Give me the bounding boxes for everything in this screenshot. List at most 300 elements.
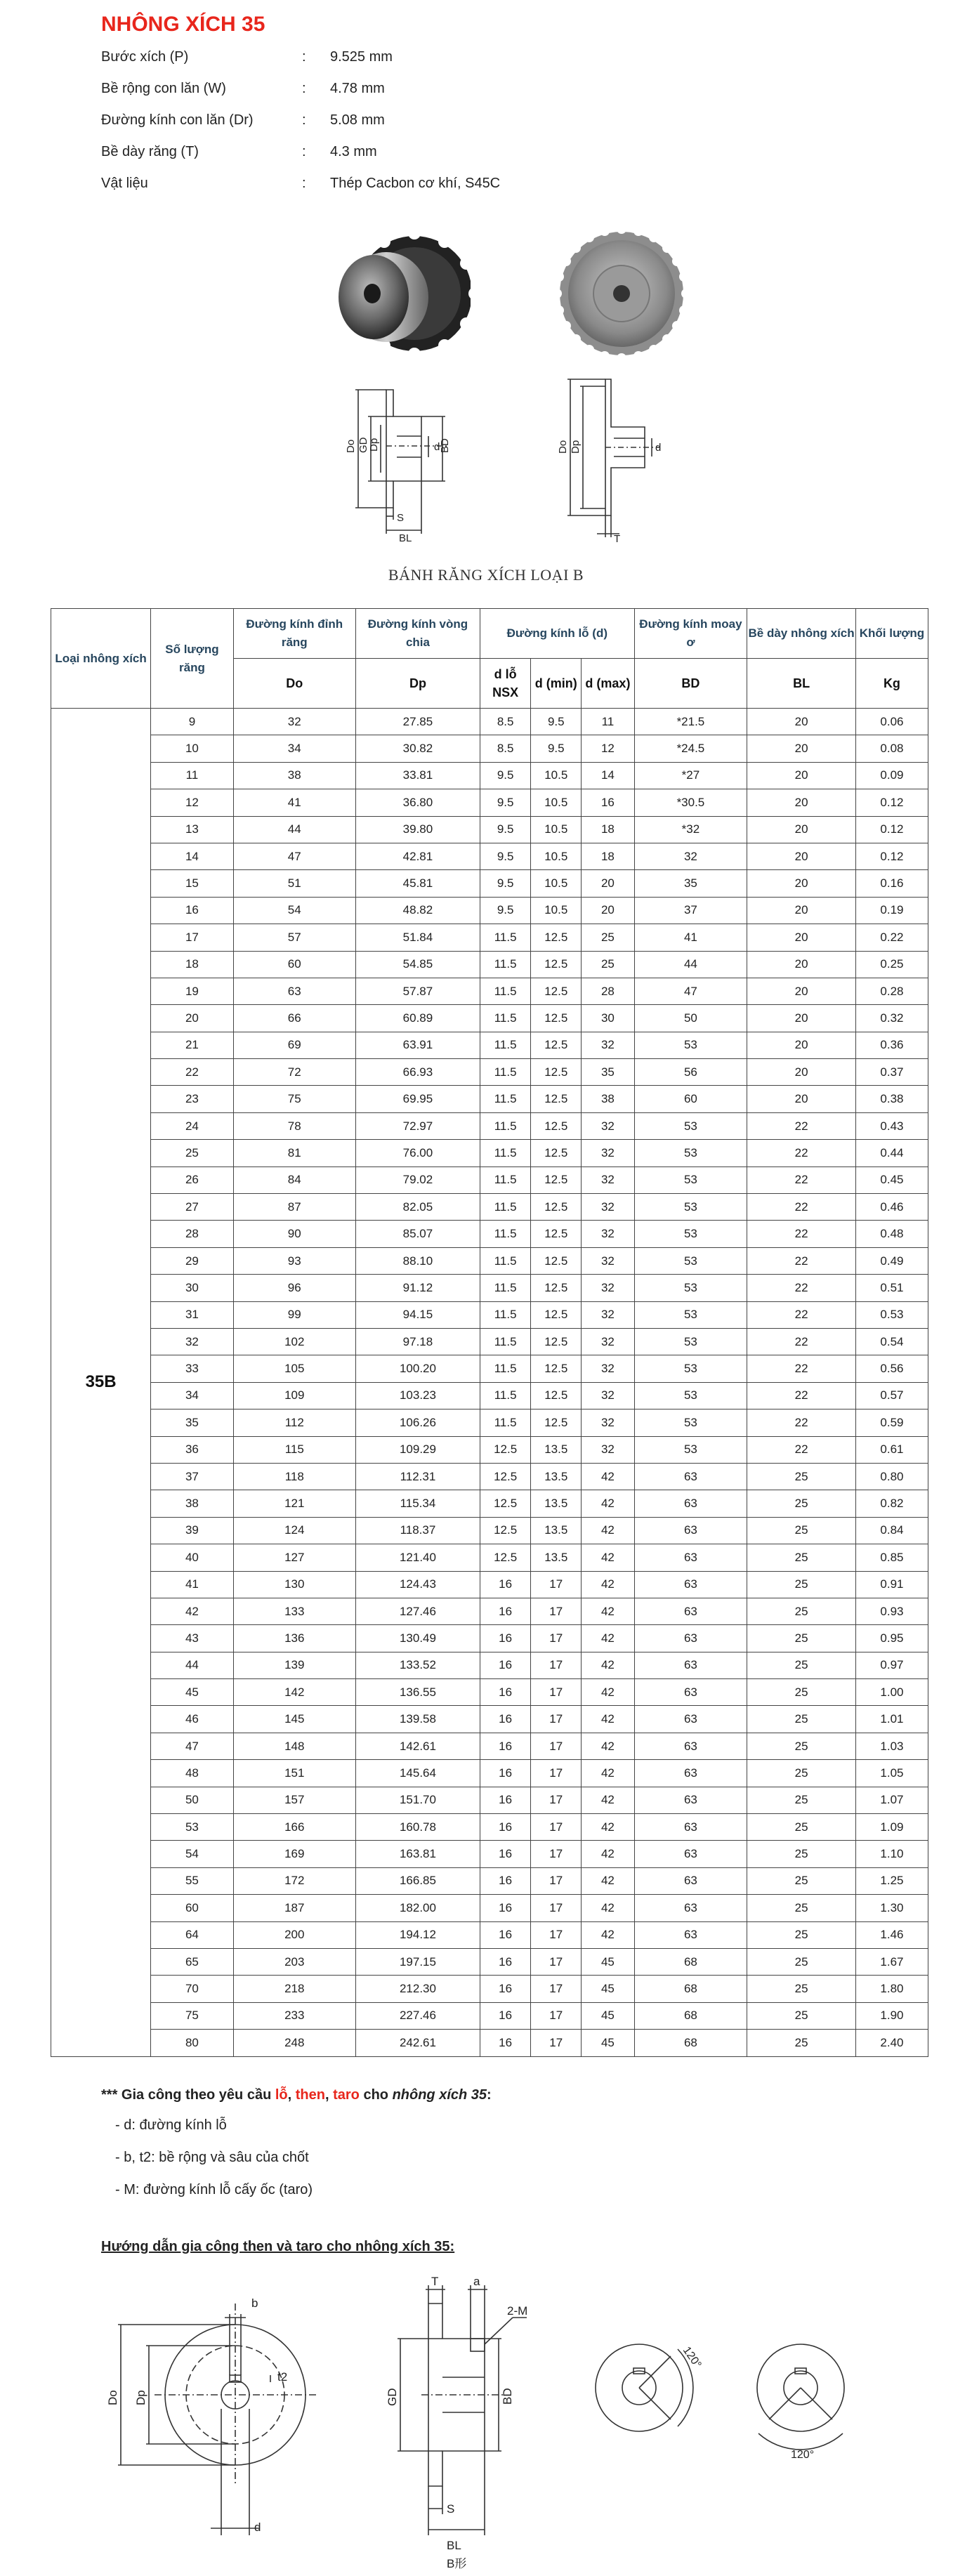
table-cell: 32 — [582, 1140, 634, 1167]
table-cell: 0.16 — [855, 870, 928, 897]
notes-mid: cho — [359, 2087, 393, 2103]
table-row — [51, 1679, 928, 1706]
table-row — [51, 1194, 928, 1221]
label-gd: GD — [386, 2388, 399, 2406]
table-cell: 218 — [233, 1976, 355, 2002]
table-cell: 17 — [531, 1679, 582, 1706]
table-cell: 55 — [151, 1867, 233, 1894]
spec-value: 4.3 mm — [330, 144, 377, 159]
table-cell: 0.12 — [855, 843, 928, 869]
table-cell: 124.43 — [355, 1571, 480, 1598]
table-cell: 102 — [233, 1328, 355, 1355]
table-cell: 16 — [480, 1895, 531, 1921]
table-row — [51, 1814, 928, 1841]
table-cell: 41 — [634, 924, 747, 951]
table-cell: 151 — [233, 1760, 355, 1787]
table-cell: 48 — [151, 1760, 233, 1787]
table-cell: 106.26 — [355, 1409, 480, 1436]
table-cell: 160.78 — [355, 1814, 480, 1841]
table-cell: 10.5 — [531, 816, 582, 843]
spec-value: 5.08 mm — [330, 112, 385, 128]
table-cell: 16 — [480, 1679, 531, 1706]
table-cell: 12.5 — [531, 1005, 582, 1032]
hub-end-view-1 — [583, 2318, 709, 2458]
table-cell: 34 — [233, 735, 355, 762]
table-cell: 1.01 — [855, 1706, 928, 1733]
table-cell: 63 — [634, 1571, 747, 1598]
chain-type-cell: 35B — [51, 709, 151, 2057]
table-row — [51, 1301, 928, 1328]
table-row — [51, 1140, 928, 1167]
spec-colon: : — [302, 176, 306, 191]
guide-title: Hướng dẫn gia công then và taro cho nhông xích 35: — [101, 2239, 455, 2254]
table-cell: 25 — [747, 1679, 856, 1706]
table-row — [51, 1112, 928, 1139]
spec-value: 4.78 mm — [330, 81, 385, 96]
table-cell: 42 — [582, 1544, 634, 1571]
table-row — [51, 1841, 928, 1867]
table-cell: 14 — [582, 762, 634, 789]
table-cell: 60 — [233, 951, 355, 978]
table-cell: 9.5 — [480, 762, 531, 789]
table-cell: 53 — [634, 1382, 747, 1409]
table-cell: 57 — [233, 924, 355, 951]
label-bd: BD — [501, 2388, 514, 2405]
spec-row — [101, 49, 500, 81]
table-cell: 97.18 — [355, 1328, 480, 1355]
table-cell: 17 — [531, 1948, 582, 1975]
table-cell: 11.5 — [480, 924, 531, 951]
table-cell: 203 — [233, 1948, 355, 1975]
label-dp: Dp — [368, 438, 380, 452]
table-cell: 53 — [151, 1814, 233, 1841]
table-cell: 63 — [634, 1733, 747, 1759]
table-cell: 12.5 — [531, 978, 582, 1004]
header-dp: Đường kính vòng chia — [355, 609, 480, 659]
spec-colon: : — [302, 81, 306, 96]
table-cell: 42 — [582, 1463, 634, 1490]
table-cell: 50 — [151, 1787, 233, 1813]
table-row — [51, 1787, 928, 1813]
table-row — [51, 1706, 928, 1733]
table-cell: 0.09 — [855, 762, 928, 789]
table-body — [51, 709, 928, 2057]
table-cell: 139.58 — [355, 1706, 480, 1733]
table-cell: 25 — [582, 924, 634, 951]
table-cell: 0.61 — [855, 1436, 928, 1463]
table-cell: 45 — [151, 1679, 233, 1706]
spec-colon: : — [302, 49, 306, 65]
table-cell: 35 — [151, 1409, 233, 1436]
table-cell: 10 — [151, 735, 233, 762]
table-cell: 78 — [233, 1112, 355, 1139]
table-cell: 25 — [747, 2030, 856, 2056]
table-cell: 42 — [582, 1895, 634, 1921]
table-cell: 0.84 — [855, 1517, 928, 1544]
table-cell: 32 — [582, 1194, 634, 1221]
table-cell: 115 — [233, 1436, 355, 1463]
spec-row — [101, 81, 500, 112]
table-cell: 1.80 — [855, 1976, 928, 2002]
table-cell: 11.5 — [480, 1086, 531, 1112]
table-cell: 32 — [582, 1409, 634, 1436]
table-cell: 39.80 — [355, 816, 480, 843]
spec-label: Vật liệu — [101, 176, 148, 191]
table-cell: 42 — [582, 1867, 634, 1894]
table-cell: 45.81 — [355, 870, 480, 897]
table-cell: 25 — [747, 1841, 856, 1867]
notes-separator: , — [324, 2087, 334, 2103]
table-cell: 9 — [151, 709, 233, 735]
table-cell: 11.5 — [480, 1275, 531, 1301]
table-cell: 0.48 — [855, 1221, 928, 1247]
label-gd: GD — [357, 437, 369, 453]
table-cell: 12 — [151, 789, 233, 816]
table-row — [51, 1328, 928, 1355]
table-cell: 22 — [747, 1409, 856, 1436]
table-cell: 227.46 — [355, 2002, 480, 2029]
label-dp: Dp — [570, 440, 582, 454]
table-cell: 63 — [634, 1544, 747, 1571]
table-cell: 12.5 — [531, 1275, 582, 1301]
table-cell: 25 — [747, 1921, 856, 1948]
table-row — [51, 897, 928, 924]
table-cell: 20 — [747, 1032, 856, 1058]
table-row — [51, 1221, 928, 1247]
table-cell: 96 — [233, 1275, 355, 1301]
table-cell: 66 — [233, 1005, 355, 1032]
table-cell: 25 — [151, 1140, 233, 1167]
table-cell: 68 — [634, 1976, 747, 2002]
label-angle: 120° — [680, 2344, 704, 2371]
table-cell: 46 — [151, 1706, 233, 1733]
table-cell: 109.29 — [355, 1436, 480, 1463]
table-cell: 20 — [747, 897, 856, 924]
table-cell: 166.85 — [355, 1867, 480, 1894]
table-cell: 54.85 — [355, 951, 480, 978]
keyway-side-drawing — [358, 2275, 541, 2570]
table-cell: 9.5 — [480, 843, 531, 869]
table-cell: 115.34 — [355, 1490, 480, 1517]
table-cell: 32 — [582, 1328, 634, 1355]
table-cell: 0.37 — [855, 1059, 928, 1086]
table-cell: 1.25 — [855, 1867, 928, 1894]
table-cell: 48.82 — [355, 897, 480, 924]
subheader-bd: BD — [634, 659, 747, 709]
table-cell: 42 — [582, 1787, 634, 1813]
label-dp: Dp — [134, 2390, 147, 2405]
table-cell: 53 — [634, 1032, 747, 1058]
table-cell: 42 — [582, 1517, 634, 1544]
table-cell: 16 — [480, 1625, 531, 1652]
table-cell: 22 — [747, 1140, 856, 1167]
table-cell: 84 — [233, 1167, 355, 1193]
hub-end-view-2 — [730, 2318, 871, 2486]
table-cell: 42 — [582, 1598, 634, 1624]
table-cell: 79.02 — [355, 1167, 480, 1193]
table-cell: 38 — [233, 762, 355, 789]
spec-colon: : — [302, 112, 306, 128]
table-cell: 13.5 — [531, 1463, 582, 1490]
table-cell: 25 — [747, 1895, 856, 1921]
subheader-kg: Kg — [855, 659, 928, 709]
table-cell: 197.15 — [355, 1948, 480, 1975]
table-row — [51, 1598, 928, 1624]
table-row — [51, 816, 928, 843]
spec-row — [101, 176, 500, 207]
table-cell: 32 — [582, 1221, 634, 1247]
table-row — [51, 709, 928, 735]
table-cell: 76.00 — [355, 1140, 480, 1167]
table-cell: 12.5 — [480, 1436, 531, 1463]
table-cell: 9.5 — [480, 789, 531, 816]
table-cell: 42 — [582, 1814, 634, 1841]
table-cell: 20 — [747, 762, 856, 789]
table-cell: 9.5 — [480, 897, 531, 924]
table-cell: 11 — [582, 709, 634, 735]
table-cell: 30 — [151, 1275, 233, 1301]
table-cell: 12.5 — [480, 1517, 531, 1544]
table-cell: 26 — [151, 1167, 233, 1193]
table-cell: 81 — [233, 1140, 355, 1167]
table-cell: 60 — [151, 1895, 233, 1921]
table-cell: 42 — [582, 1706, 634, 1733]
table-cell: 22 — [747, 1112, 856, 1139]
table-cell: 45 — [582, 2030, 634, 2056]
table-cell: 32 — [582, 1032, 634, 1058]
keyway-front-drawing — [105, 2275, 316, 2563]
table-cell: 93 — [233, 1247, 355, 1274]
table-cell: 25 — [747, 1948, 856, 1975]
table-cell: 28 — [582, 978, 634, 1004]
table-cell: 10.5 — [531, 789, 582, 816]
table-row — [51, 1544, 928, 1571]
table-cell: 13.5 — [531, 1544, 582, 1571]
label-d: d — [434, 441, 440, 453]
sprocket-gear — [555, 224, 688, 363]
table-cell: 23 — [151, 1086, 233, 1112]
table-cell: 9.5 — [531, 735, 582, 762]
table-cell: 50 — [634, 1005, 747, 1032]
table-cell: 25 — [747, 1598, 856, 1624]
table-cell: 18 — [582, 816, 634, 843]
table-cell: 29 — [151, 1247, 233, 1274]
table-cell: 53 — [634, 1221, 747, 1247]
table-cell: 12 — [582, 735, 634, 762]
table-cell: 25 — [747, 1787, 856, 1813]
table-cell: 44 — [151, 1652, 233, 1678]
label-t: T — [431, 2275, 439, 2288]
table-cell: 45 — [582, 1948, 634, 1975]
table-cell: 60.89 — [355, 1005, 480, 1032]
plate-sprocket-drawing — [541, 365, 709, 548]
table-cell: 0.44 — [855, 1140, 928, 1167]
sprocket-photo-side — [330, 223, 471, 371]
label-b: b — [251, 2296, 258, 2310]
table-cell: 11.5 — [480, 1005, 531, 1032]
spec-value: Thép Cacbon cơ khí, S45C — [330, 176, 501, 191]
table-cell: 157 — [233, 1787, 355, 1813]
table-cell: 51 — [233, 870, 355, 897]
table-cell: 15 — [151, 870, 233, 897]
table-row — [51, 924, 928, 951]
table-cell: 148 — [233, 1733, 355, 1759]
table-cell: 121.40 — [355, 1544, 480, 1571]
table-cell: 28 — [151, 1221, 233, 1247]
table-row — [51, 1733, 928, 1759]
table-cell: 42 — [582, 1733, 634, 1759]
spec-value: 9.525 mm — [330, 49, 393, 65]
table-cell: 0.85 — [855, 1544, 928, 1571]
table-row — [51, 843, 928, 869]
table-cell: 69 — [233, 1032, 355, 1058]
table-cell: 53 — [634, 1167, 747, 1193]
table-cell: 38 — [151, 1490, 233, 1517]
table-cell: 12.5 — [531, 1247, 582, 1274]
table-cell: 0.97 — [855, 1652, 928, 1678]
table-cell: 16 — [480, 1571, 531, 1598]
table-cell: 1.67 — [855, 1948, 928, 1975]
table-cell: 17 — [531, 1571, 582, 1598]
table-cell: 16 — [480, 1787, 531, 1813]
table-cell: 56 — [634, 1059, 747, 1086]
table-row — [51, 1571, 928, 1598]
table-cell: 91.12 — [355, 1275, 480, 1301]
table-cell: 233 — [233, 2002, 355, 2029]
table-cell: 0.19 — [855, 897, 928, 924]
table-cell: 32 — [582, 1112, 634, 1139]
table-cell: 16 — [480, 1598, 531, 1624]
table-cell: 35 — [582, 1059, 634, 1086]
table-cell: 20 — [747, 1005, 856, 1032]
notes-suffix: : — [487, 2087, 492, 2103]
spec-label: Bề rộng con lăn (W) — [101, 81, 226, 96]
table-cell: 42 — [582, 1679, 634, 1706]
table-cell: 25 — [747, 1571, 856, 1598]
table-cell: 25 — [747, 1733, 856, 1759]
table-cell: 53 — [634, 1247, 747, 1274]
table-cell: 0.43 — [855, 1112, 928, 1139]
table-cell: 54 — [151, 1841, 233, 1867]
spec-label: Bước xích (P) — [101, 49, 189, 65]
table-cell: 0.54 — [855, 1328, 928, 1355]
hub-sprocket-drawing — [309, 376, 492, 544]
table-cell: 20 — [747, 870, 856, 897]
notes-target: nhông xích 35 — [392, 2087, 487, 2103]
table-cell: 11.5 — [480, 1032, 531, 1058]
table-cell: 65 — [151, 1948, 233, 1975]
table-cell: 136.55 — [355, 1679, 480, 1706]
table-cell: 68 — [634, 2002, 747, 2029]
table-cell: 16 — [480, 1760, 531, 1787]
table-cell: 53 — [634, 1194, 747, 1221]
table-row — [51, 1625, 928, 1652]
table-row — [51, 978, 928, 1004]
table-cell: 17 — [531, 1867, 582, 1894]
table-cell: 169 — [233, 1841, 355, 1867]
table-cell: 63 — [233, 978, 355, 1004]
table-cell: 20 — [582, 870, 634, 897]
table-cell: 53 — [634, 1140, 747, 1167]
table-cell: 11.5 — [480, 978, 531, 1004]
label-t2: t2 — [277, 2370, 288, 2384]
table-cell: 17 — [531, 1814, 582, 1841]
table-cell: 20 — [747, 924, 856, 951]
table-cell: 36 — [151, 1436, 233, 1463]
note-item: - M: đường kính lỗ cấy ốc (taro) — [115, 2182, 313, 2197]
table-cell: 90 — [233, 1221, 355, 1247]
spec-colon: : — [302, 144, 306, 159]
table-cell: 11.5 — [480, 1140, 531, 1167]
notes-keyword-key: then — [295, 2087, 325, 2103]
table-cell: 12.5 — [531, 1112, 582, 1139]
table-cell: 0.12 — [855, 789, 928, 816]
table-row — [51, 1517, 928, 1544]
table-cell: 13.5 — [531, 1517, 582, 1544]
label-a: a — [473, 2275, 480, 2288]
table-cell: 17 — [151, 924, 233, 951]
table-cell: 54 — [233, 897, 355, 924]
table-row — [51, 1086, 928, 1112]
table-cell: 25 — [747, 1490, 856, 1517]
table-cell: 32 — [582, 1167, 634, 1193]
table-row — [51, 762, 928, 789]
table-cell: 32 — [582, 1301, 634, 1328]
label-2m: 2-M — [507, 2304, 528, 2318]
subheader-dmax: d (max) — [582, 659, 634, 709]
table-cell: 27.85 — [355, 709, 480, 735]
table-cell: 20 — [747, 951, 856, 978]
table-cell: 0.93 — [855, 1598, 928, 1624]
table-cell: 1.90 — [855, 2002, 928, 2029]
table-cell: 33.81 — [355, 762, 480, 789]
table-cell: 0.38 — [855, 1086, 928, 1112]
table-cell: 12.5 — [480, 1490, 531, 1517]
table-cell: *30.5 — [634, 789, 747, 816]
table-cell: 121 — [233, 1490, 355, 1517]
table-cell: *32 — [634, 816, 747, 843]
table-cell: 68 — [634, 1948, 747, 1975]
table-cell: 12.5 — [531, 1382, 582, 1409]
table-cell: 130 — [233, 1571, 355, 1598]
table-row — [51, 951, 928, 978]
table-cell: 8.5 — [480, 735, 531, 762]
table-cell: 25 — [747, 1867, 856, 1894]
table-row — [51, 1976, 928, 2002]
table-cell: 25 — [747, 1463, 856, 1490]
table-cell: 27 — [151, 1194, 233, 1221]
table-cell: 17 — [531, 1598, 582, 1624]
table-cell: 99 — [233, 1301, 355, 1328]
table-cell: 63 — [634, 1679, 747, 1706]
table-cell: 30 — [582, 1005, 634, 1032]
table-row — [51, 1032, 928, 1058]
table-row — [51, 1382, 928, 1409]
table-cell: 12.5 — [531, 1221, 582, 1247]
table-cell: 16 — [480, 1733, 531, 1759]
table-cell: 38 — [582, 1086, 634, 1112]
table-cell: 53 — [634, 1436, 747, 1463]
table-cell: 24 — [151, 1112, 233, 1139]
table-cell: 0.28 — [855, 978, 928, 1004]
table-cell: 1.07 — [855, 1787, 928, 1813]
table-cell: 12.5 — [531, 1086, 582, 1112]
table-cell: 22 — [747, 1167, 856, 1193]
table-cell: 17 — [531, 1841, 582, 1867]
table-cell: 32 — [582, 1382, 634, 1409]
table-cell: 87 — [233, 1194, 355, 1221]
table-cell: 45 — [582, 2002, 634, 2029]
